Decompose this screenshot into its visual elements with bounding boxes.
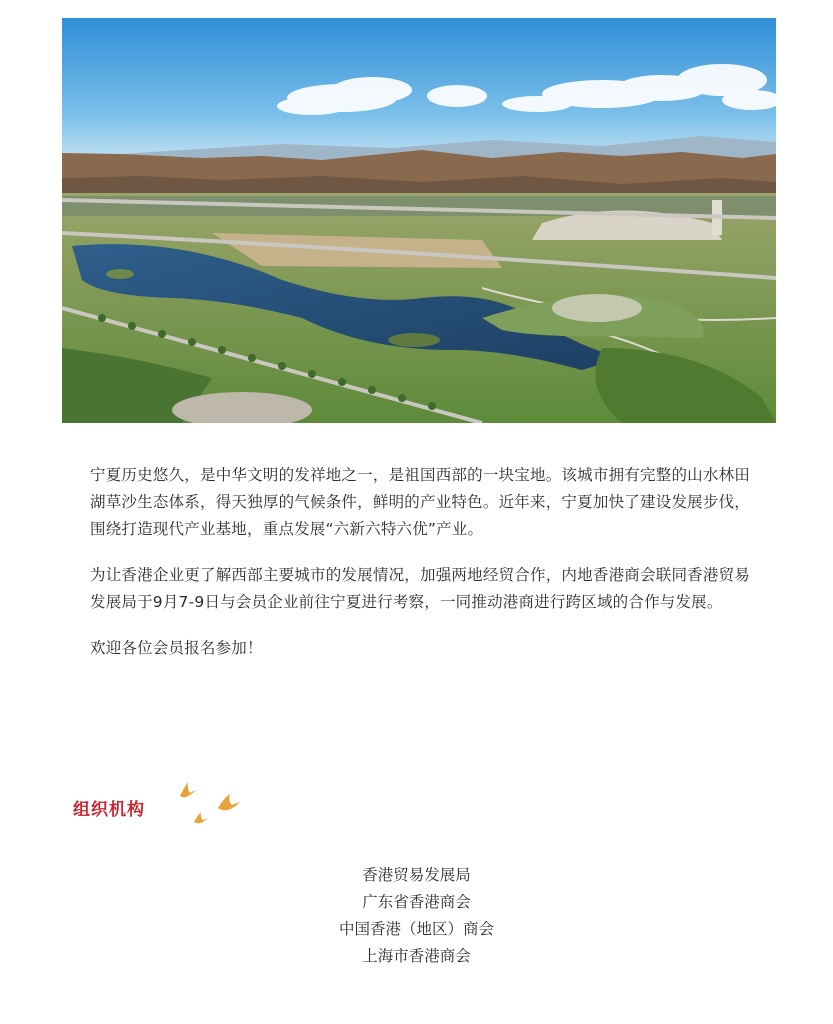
organizer-list (0, 862, 833, 970)
organizers-heading: 组织机构 (73, 800, 145, 820)
intro-paragraph-3: 欢迎各位会员报名参加！ (90, 639, 263, 657)
organizer-item: 中国香港（地区）商会 (338, 920, 494, 938)
organizer-item: 广东省香港商会 (362, 893, 471, 911)
flying-birds-icon (172, 778, 244, 830)
hero-landscape-photo (62, 18, 776, 423)
organizer-item: 上海市香港商会 (362, 947, 471, 965)
intro-text (90, 462, 750, 681)
intro-paragraph-2: 为让香港企业更了解西部主要城市的发展情况，加强两地经贸合作，内地香港商会联同香港贸易发展局于9月7-9日与会员企业前往宁夏进行考察，一同推动港商进行跨区域的合作与发展。 (90, 566, 750, 611)
organizer-item: 香港贸易发展局 (362, 866, 471, 884)
aerial-landscape-illustration (62, 18, 776, 423)
intro-paragraph-1: 宁夏历史悠久，是中华文明的发祥地之一，是祖国西部的一块宝地。该城市拥有完整的山水林田湖草沙生态体系，得天独厚的气候条件，鲜明的产业特色。近年来，宁夏加快了建设发展步伐，围绕打造现代产业基地，重点发展“六新六特六优”产业。 (90, 466, 750, 538)
